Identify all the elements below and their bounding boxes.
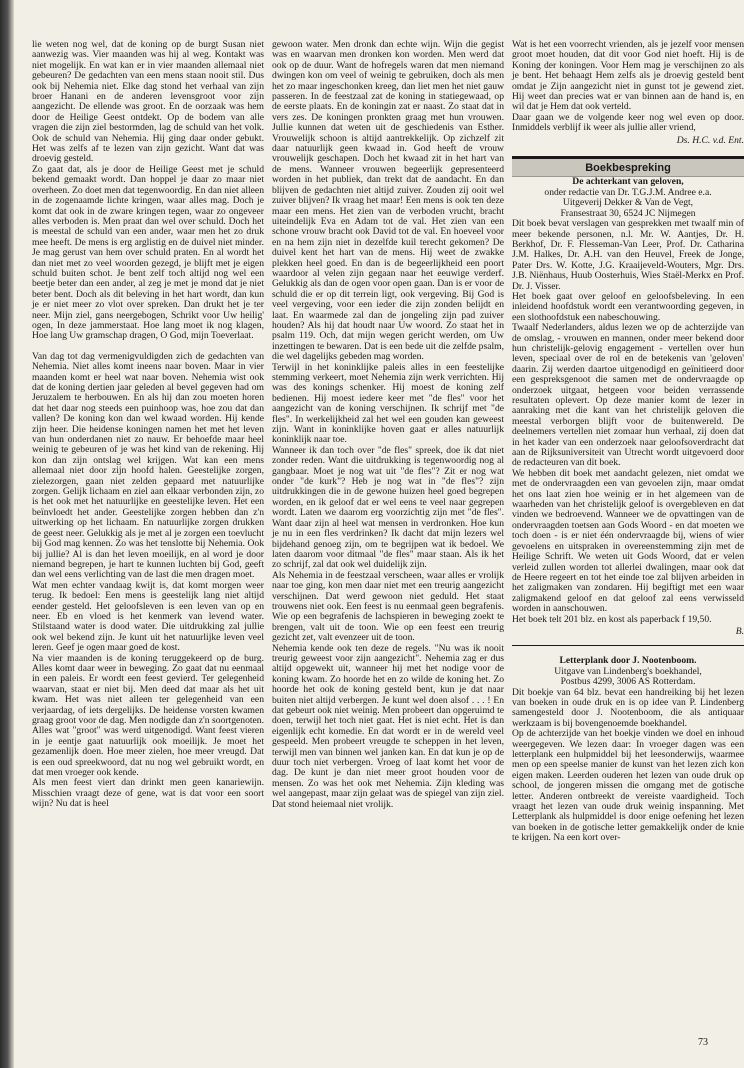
paragraph: We hebben dit boek met aandacht gelezen, niet omdat we met de ondervraagden een van gevoelen zijn, maar omdat het ons laat zien hoe weinig er in het algemeen van de waarheden van het christelijk geloof is overgebleven en dat vinden we bedroevend. Wanneer we de opvattingen van de ondervraagden toetsen aan Gods Woord - en dat moeten we toch doen - is er niet één ondervraagde bij, wiens of wier gevoelens en uitspraken in overeenstemming zijn met de Heilige Schrift. We weten uit Gods Woord, dat er velen verleid zullen worden tot allerlei dwalingen, maar ook dat de Heere regeert en tot het einde toe zal blijven arbeiden in het zaligmaken van zondaren. Hij begiftigt met een waar zaligmakend geloof en dat geloof zal eens verwisseld worden in aanschouwen.: [512, 467, 744, 615]
paragraph: Zo gaat dat, als je door de Heilige Geest met je schuld bekend gemaakt wordt. Dan hoppel je daar zo maar niet overheen. Zo doet men dat tegenwoordig. En dan niet alleen in de zogenaamde lichte kringen, waar alles mag. Doch je komt dat ook in de zware kringen tegen, waar zo ongeveer alles verboden is. Men praat dan wel over schuld. Doch het is meestal de schuld van een ander, waar men het zo druk mee heeft. De mens is erg arglistig en de duivel niet minder. Je mag gerust van hem over schuld praten. En al wordt het dan niet met zo veel woorden gezegd, je blijft met je eigen schuld buiten schot. Je bent zelf toch altijd nog wel een beetje beter dan een ander, al zeg je met je mond dat je niet beter bent. Doch als dit beleving in het hart wordt, dan kun je er niet meer zo vlot over spreken. Dan drukt het je ter neer. Mijn ziel, gans neergebogen, Schrikt voor Uw heilig' ogen, In deze jammerstaat. Hoe lang moet ik nog klagen, Hoe lang Uw gramschap dragen, O God, mijn Toeverlaat.: [32, 163, 264, 342]
paragraph: Als Nehemia in de feestzaal verscheen, waar alles er vrolijk naar toe ging, kon men daar niet met een treurig aangezicht verschijnen. Dat werd gewoon niet geduld. Het staat trouwens niet ook. Een feest is nu eenmaal geen begrafenis. Wie op een begrafenis de lachspieren in beweging zoekt te brengen, valt uit de toon. Wie op een feest een treurig gezicht zet, valt evenzeer uit de toon.: [272, 569, 504, 644]
author-signature: Ds. H.C. v.d. Ent.: [676, 134, 744, 146]
paragraph: Na vier maanden is de koning teruggekeerd op de burg. Alles komt daar weer in beweging. Zo gaat dat nu eenmaal in een paleis. Er wordt een feest gevierd. Ter gelegenheid waarvan, staat er niet bij. Men deed dat maar als het uit kwam. Het was niet alleen ter gelegenheid van een verjaardag, of iets dergelijks. De heidense vorsten kwamen graag groot voor de dag. Men nodigde dan z'n soortgenoten. Alles wat "groot" was werd uitgenodigd. Want feest vieren in je eentje gaat natuurlijk ook moeilijk. Je moet het gezamenlijk doen. Hoe meer zielen, hoe meer vreugd. Dat is een oud spreekwoord, dat nu nog wel gebruikt wordt, en dat men vroeger ook kende.: [32, 652, 264, 779]
column-1: [32, 40, 264, 1035]
paragraph: Als men feest viert dan drinkt men geen kanariewijn. Misschien vraagt deze of gene, wat is dat voor een soort wijn? Nu dat is heel: [32, 777, 264, 810]
paragraph: Wanneer ik dan toch over "de fles" spreek, doe ik dat niet zonder reden. Want die uitdrukking is tegenwoordig nog al gangbaar. Moet je nog wat uit "de fles"? Zit er nog wat onder "de kurk"? Heb je nog wat in "de fles"? zijn uitdrukkingen die in de gewone huizen heel goed begrepen worden, en ik geloof dat er wel eens te veel naar gegrepen wordt. Laten we daarom erg voorzichtig zijn met "de fles". Want daar zijn al heel wat mensen in verdronken. Hoe kun je nu in een fles verdrinken? Ik dacht dat mijn lezers wel bijdehand genoeg zijn, om te begrijpen wat ik bedoel. We laten daarom voor ditmaal "de fles" maar staan. Als ik het zo schrijf, zal dat ook wel duidelijk zijn.: [272, 444, 504, 571]
paragraph: Dit boekje van 64 blz. bevat een handreiking bij het lezen van boeken in oude druk en is op idee van P. Lindenberg samengesteld door J. Nootenboom, die als antiquaar werkzaam is bij bovengenoemde boekhandel.: [512, 686, 744, 729]
section-heading: Boekbespreking: [512, 159, 744, 177]
review-meta: Fransestraat 30, 6524 JC Nijmegen: [560, 207, 696, 219]
paragraph: Het boek telt 201 blz. en kost als paperback f 19,50.: [512, 613, 712, 625]
review-meta: onder redactie van Dr. T.G.J.M. Andree e.a.: [544, 186, 712, 198]
paragraph: Dit boek bevat verslagen van gesprekken met twaalf min of meer bekende personen, n.l. Mr. W. Aantjes, Dr. H. Berkhof, Dr. F. Flesseman-Van Leer, Prof. Dr. Catharina J.M. Halkes, Dr. A.H. van den Heuvel, Freek de Jonge, Pater Drs. W. Kotte, J.G. Kraaijeveld-Wouters, Mgr. Drs. J.B. Niënhaus, Huub Oosterhuis, Wies Staël-Merkx en Prof. Dr. J. Visser.: [512, 218, 744, 292]
paragraph: Het boek gaat over geloof en geloofsbeleving. In een inleidend hoofdstuk wordt een verantwoording gegeven, in een slothoofdstuk een nabeschouwing.: [512, 290, 744, 323]
review-meta: Uitgeverij Dekker & Van de Vegt,: [562, 197, 694, 209]
review-divider: [512, 645, 744, 646]
paragraph: Wat men echter vandaag kwijt is, dat komt morgen weer terug. Ik bedoel: Een mens is geestelijk lang niet altijd eender gesteld. Het geloofsleven is een leven van op en neer. Eb en vloed is het kenmerk van levend water. Stilstaand water is dood water. Die uitdrukking zal jullie ook wel bekend zijn. Je kunt uit het natuurlijke leven veel leren. Geef je ogen maar goed de kost.: [32, 579, 264, 654]
review-meta: Uitgave van Lindenberg's boekhandel,: [554, 665, 702, 677]
paragraph: Op de achterzijde van het boekje vinden we doel en inhoud weergegeven. We lezen daar: In vroeger dagen was een letterplank een hulpmiddel bij het leesonderwijs, waarmee men op een speelse manier de kunst van het lezen zich kon eigen maken. Leerden ouderen het lezen van oude druk op school, de jongeren missen die omgang met de gotische letter. Anderen ontbreekt de vereiste vaardigheid. Toch vraagt het lezen van oude druk weinig inspanning. Met Letterplank als hulpmiddel is door enige oefening het lezen van boeken in de gotische letter gemakkelijk onder de knie te krijgen. Na een kort over-: [512, 728, 744, 844]
paragraph: Twaalf Nederlanders, aldus lezen we op de achterzijde van de omslag, - vrouwen en mannen, onder meer bekend door hun christelijk-gelovig engagement - vertellen over hun leven, speciaal over de rol en de betekenis van 'geloven' daarin. Zij werden daartoe uitgenodigd en geïnitieerd door een gespreksgenoot die samen met de ondervraagde op onderzoek uitgaat, hetgeen voor beiden verrassende resultaten oplevert. Op deze manier komt de lezer in aanraking met die kant van het christelijk geloven die meestal verborgen blijft voor de buitenwereld. De deelnemers vertellen niet zomaar hun verhaal, zij doen dat in het kader van een onderzoek naar geloofsoverdracht dat aan de Rijksuniversiteit van Utrecht wordt uitgevoerd door de redacteuren van dit boek.: [512, 322, 744, 469]
review-title: De achterkant van geloven,: [572, 176, 684, 188]
paragraph: Wat is het een voorrecht vrienden, als je jezelf voor mensen groot moet houden, dat dit voor God niet hoeft. Hij is de Koning der koningen. Voor Hem mag je verschijnen zo als je bent. Het behaagt Hem zelfs als je droevig gesteld bent omdat je Zijn aangezicht niet in gunst tot je gewend ziet. Hij weet dan precies wat er van binnen aan de hand is, en wil dat je Hem dat ook verteld.: [512, 39, 744, 113]
review-signature: B.: [735, 625, 744, 637]
review-meta: Postbus 4299, 3006 AS Rotterdam.: [560, 676, 696, 688]
binding-gutter: [0, 0, 14, 1068]
review-title: Letterplank door J. Nootenboom.: [559, 655, 697, 667]
column-3: [512, 40, 744, 1040]
column-2: [272, 40, 504, 1035]
paragraph: lie weten nog wel, dat de koning op de burgt Susan niet aanwezig was. Vier maanden was hij al weg. Kontakt was niet mogelijk. En wat kan er in vier maanden allemaal niet gebeuren? De gedachten van een mens staan nooit stil. Dus ook bij Nehemia niet. Elke dag stond het verhaal van zijn broer Hanani en de anderen levensgroot voor zijn aangezicht. De ellende was groot. En de oorzaak was hem door de Heilige Geest ontdekt. Op de bodem van alle vragen die zijn ziel bestormden, lag de schuld van het volk. Ook de schuld van Nehemia. Hij ging daar onder gebukt. Het was zelfs af te lezen van zijn gezicht. Want dat was droevig gesteld.: [32, 39, 264, 165]
paragraph: Nehemia kende ook ten deze de regels. "Nu was ik nooit treurig geweest voor zijn aangezicht". Nehemia zag er dus altijd opgewekt uit, wanneer hij met het nodige voor de koning kwam. Zo hoorde het en zo wilde de koning het. Zo hoorde het ook de koning gesteld bent, kun je dat naar buiten niet altijd verbergen. Je kunt wel doen alsof . . . ! En dat gebeurt ook niet weinig. Men probeert dan opgeruimd te doen, terwijl het toch niet gaat. Het is niet echt. Het is dan eigenlijk echt komedie. En dat wordt er in de wereld veel gespeeld. Men probeert vreugde te scheppen in het leven, terwijl men van binnen wel janken kan. En dat kun je op de duur toch niet verbergen. Vroeg of laat komt het voor de dag. De kunt je dan niet meer groot houden voor de mensen. Zo was het ook met Nehemia. Zijn kleding was wel aangepast, maar zijn gelaat was de spiegel van zijn ziel. Dat stond heiemaal niet vrolijk.: [272, 642, 504, 810]
page-number: 73: [698, 1037, 708, 1048]
paragraph: gewoon water. Men dronk dan echte wijn. Wijn die gegist was en waarvan men dronken kon worden. Men werd dat ook op de duur. Want de hofregels waren dat men niemand dwingen kon om veel of weinig te gebruiken, doch als men het zo maar ingeschonken kreeg, dan liet men het niet gauw passeren. In de feestzaal zat de koning in statiegewaad, op de eerste plaats. En de koningin zat er naast. Zo staat dat in vers zes. De koningen pronkten graag met hun vrouwen. Jullie kunnen dat weten uit de geschiedenis van Esther. Vrouwelijk schoon is altijd aantrekkelijk. Op zichzelf zit daar natuurlijk geen kwaad in. God heeft de vrouw vrouwelijk geschapen. Doch het kwaad zit in het hart van de mens. Wanneer vrouwen begeerlijk gepresenteerd worden in het publiek, dan trekt dat de aandacht. En dan blijven de gedachten niet altijd zuiver. Zouden zij ooit wel zuiver blijven? Ik vraag het maar! Een mens is ook ten deze maar een mens. Het zien van de verboden vrucht, bracht uiteindelijk Eva en Adam tot de val. Het zien van een schone vrouw bracht ook David tot de val. En hoeveel voor en na hem zijn niet in dezelfde kuil terecht gekomen? De duivel kent het hart van de mens. Hij weet de zwakke plekken heel goed. En dan is de begeerlijkheid een poort waardoor al velen zijn gegaan naar het eeuwige verderf. Gelukkig als dan de ogen voor open gaan. Dan is er voor de schuld die er op dit terrein ligt, ook vergeving. Bij God is veel vergeving, voor een ieder die zijn zonden belijdt en laat. En waarmede zal dan de jongeling zijn pad zuiver houden? Als hij dat houdt naar Uw woord. Zo staat het in psalm 119. Och, dat mijn wegen gericht werden, om Uw inzettingen te bewaren. Dat is een bede uit die zelfde psalm, die wel dagelijks gebeden mag worden.: [272, 39, 504, 363]
book-review-2: [512, 656, 744, 843]
book-review-1: [512, 177, 744, 637]
paragraph: Terwijl in het koninklijke paleis alles in een feestelijke stemming verkeert, moet Nehemia zijn werk verrichten. Hij was des konings schenker. Hij moest de koning zelf bedienen. Hij moest iedere keer met "de fles" voor het aangezicht van de koning verschijnen. Ik schrijf met "de fles". In werkelijkheid zal het wel een gouden kan geweest zijn. Want in koninklijke hoven gaat er alles natuurlijk koninklijk naar toe.: [272, 361, 504, 446]
paragraph: Van dag tot dag vermenigvuldigden zich de gedachten van Nehemia. Niet alles komt ineens naar boven. Maar in vier maanden komt er heel wat naar boven. Nehemia wist ook dat de koning dertien jaar geleden al bevel gegeven had om Jeruzalem te herbouwen. En als hij dan zou moeten horen dat het daar nog steeds een puinhoop was, hoe zou dat dan vallen? De koning kon dan wel kwaad worden. Hij kende zijn heer. Die heidense koningen namen het met het leven van hun onderdanen niet zo nauw. Er behoefde maar heel weinig te gebeuren of je was het kind van de rekening. Hij kon dan zijn ontslag wel krijgen. Wat kan een mens allemaal niet door zijn hoofd halen. Geestelijke zorgen, zielezorgen, gaan niet zelden gepaard met natuurlijke zorgen. Gelijk lichaam en ziel aan elkaar verbonden zijn, zo is het ook met het natuurlijke en geestelijke leven. Het een beïnvloedt het ander. Geestelijke zorgen hebben dan z'n uitwerking op het lichaam. En natuurlijke zorgen drukken de geest neer. Gelukkig als je met al je zorgen een toevlucht bij God mag kennen. Zo was het tenslotte bij Nehemia. Ook bij jullie? Al is dan het leven moeilijk, en al word je door niemand begrepen, je hart te kunnen luchten bij God, geeft dan wel eens verlichting van de last die men dragen moet.: [32, 350, 264, 581]
paragraph: Daar gaan we de volgende keer nog wel even op door. Inmiddels verblijf ik weer als jullie aller vriend,: [512, 111, 744, 134]
